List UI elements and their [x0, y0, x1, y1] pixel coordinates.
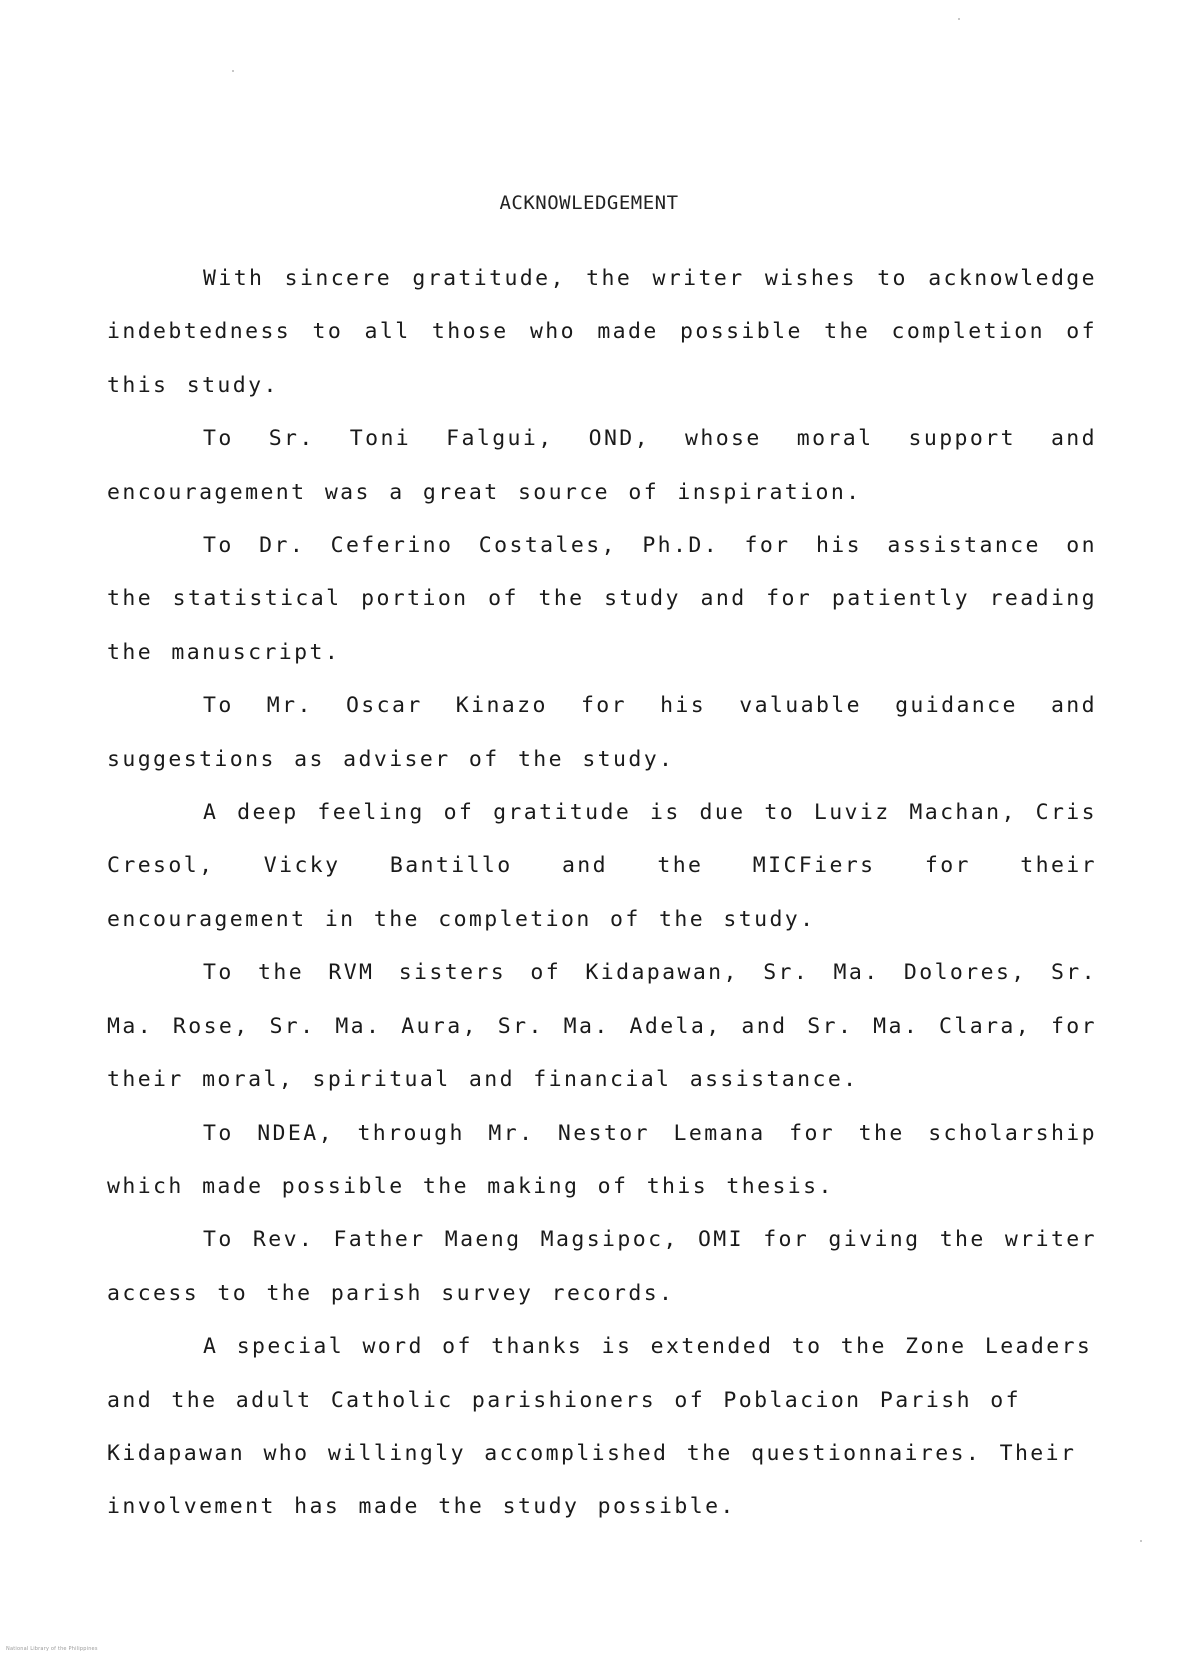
scan-speck: [958, 18, 960, 20]
page-title: ACKNOWLEDGEMENT: [499, 192, 679, 214]
paragraph-magsipoc: To Rev. Father Maeng Magsipoc, OMI for giving the writer access to the parish survey records.: [107, 1227, 1097, 1306]
paragraph-intro: With sincere gratitude, the writer wishes to acknowledge indebtedness to all those who made possible the completion of this study.: [107, 266, 1097, 398]
paragraph-friends: A deep feeling of gratitude is due to Luviz Machan, Cris Cresol, Vicky Bantillo and the MICFiers for their encouragement in the completion of the study.: [107, 800, 1097, 932]
scan-speck: [232, 70, 234, 72]
paragraph-parishioners: A special word of thanks is extended to the Zone Leaders and the adult Catholic parishioners of Poblacion Parish of Kidapawan who willingly accomplished the questionnaires. Their involvement has made the study possible.: [107, 1334, 1093, 1520]
paragraph-costales: To Dr. Ceferino Costales, Ph.D. for his assistance on the statistical portion of the study and for patiently reading the manuscript.: [107, 533, 1097, 665]
scan-speck: [1140, 1540, 1142, 1542]
paragraph-falgui: To Sr. Toni Falgui, OND, whose moral support and encouragement was a great source of inspiration.: [107, 426, 1097, 505]
paragraph-kinazo: To Mr. Oscar Kinazo for his valuable guidance and suggestions as adviser of the study.: [107, 693, 1097, 772]
paragraph-ndea: To NDEA, through Mr. Nestor Lemana for the scholarship which made possible the making of this thesis.: [107, 1120, 1097, 1199]
acknowledgement-body: [107, 252, 1097, 1534]
paragraph-rvm-sisters: To the RVM sisters of Kidapawan, Sr. Ma. Dolores, Sr. Ma. Rose, Sr. Ma. Aura, Sr. Ma. Adela, and Sr. Ma. Clara, for their moral, spiritual and financial assistance.: [107, 960, 1097, 1093]
scan-footer-mark: National Library of the Philippines: [6, 1646, 98, 1652]
